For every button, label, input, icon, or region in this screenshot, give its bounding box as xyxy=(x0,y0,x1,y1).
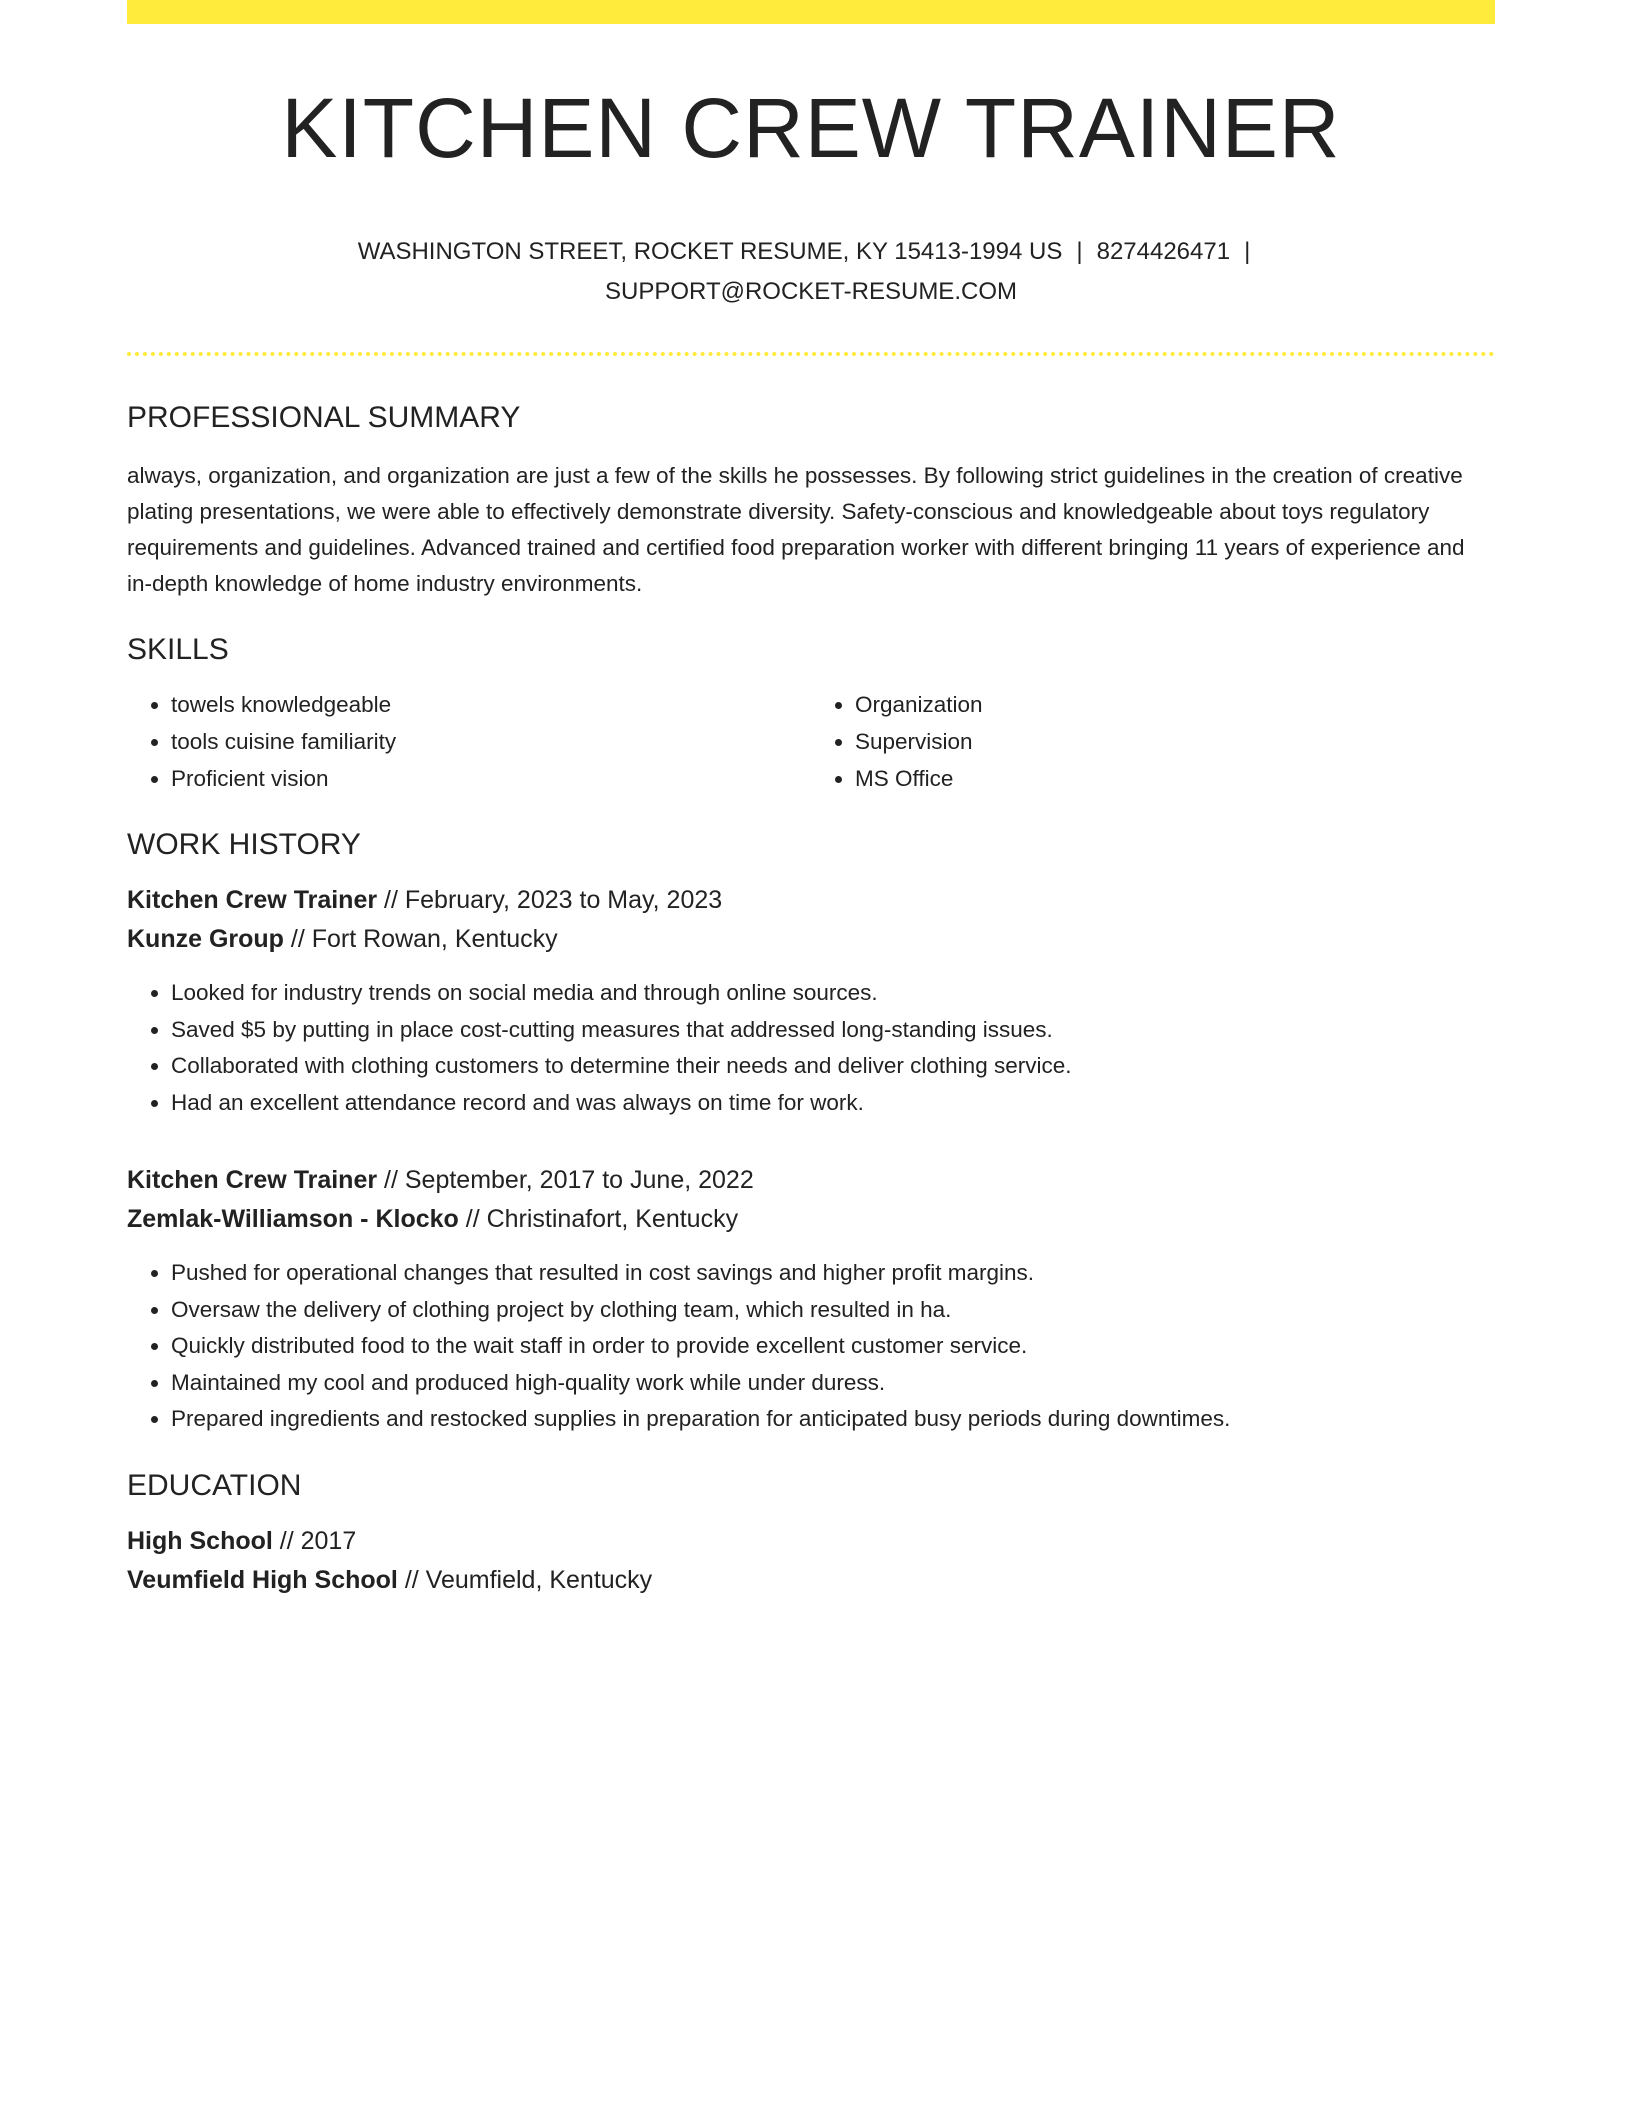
contact-separator: | xyxy=(1076,238,1083,266)
skills-heading: SKILLS xyxy=(127,633,229,667)
job-bullet: • Collaborated with clothing customers to determine their needs and deliver clothing service. xyxy=(171,1048,1495,1085)
resume-name: KITCHEN CREW TRAINER xyxy=(281,81,1341,175)
job-title-line xyxy=(127,881,1495,920)
job-role: Kitchen Crew Trainer xyxy=(127,886,378,915)
education-entry xyxy=(127,1522,1495,1600)
skills-list xyxy=(127,686,1495,797)
skills-column-left xyxy=(127,686,811,797)
skills-column-right xyxy=(811,686,1495,797)
job-bullet: • Oversaw the delivery of clothing project by clothing team, which resulted in ha. xyxy=(171,1292,1495,1329)
job-bullets xyxy=(127,975,1495,1121)
skill-item: • Supervision xyxy=(855,723,1495,760)
skill-item: • Proficient vision xyxy=(171,760,811,797)
job-location: // Fort Rowan, Kentucky xyxy=(283,925,558,954)
summary-text: always, organization, and organization are just a few of the skills he possesses. By following strict guidelines in the creation of creative plating presentations, we were able to effectively demonstrate diversity. Safety-conscious and knowledgeable about toys regulatory requirements and guidelines. Advanced trained and certified food preparation worker with different bringing 11 years of experience and in-depth knowledge of home industry environments. xyxy=(127,463,1465,597)
contact-info xyxy=(311,232,1311,312)
job-bullet: • Pushed for operational changes that resulted in cost savings and higher profit margins. xyxy=(171,1255,1495,1292)
summary-heading: PROFESSIONAL SUMMARY xyxy=(127,401,521,435)
contact-address: WASHINGTON STREET, ROCKET RESUME, KY 15413-1994 US xyxy=(357,238,1063,266)
contact-separator: | xyxy=(1244,238,1251,266)
job-role: Kitchen Crew Trainer xyxy=(127,1166,378,1195)
education-degree: High School xyxy=(127,1526,273,1555)
job-company-line xyxy=(127,920,1495,959)
education-school: Veumfield High School xyxy=(127,1565,398,1594)
job-location: // Christinafort, Kentucky xyxy=(458,1205,739,1234)
accent-top-bar xyxy=(127,0,1495,24)
job-dates: // September, 2017 to June, 2022 xyxy=(377,1166,754,1195)
education-heading: EDUCATION xyxy=(127,1468,302,1502)
education-school-line xyxy=(127,1561,1495,1600)
contact-phone: 8274426471 xyxy=(1096,238,1231,266)
work-history-heading: WORK HISTORY xyxy=(127,828,361,862)
education-degree-line xyxy=(127,1522,1495,1561)
job-bullet: • Saved $5 by putting in place cost-cutting measures that addressed long-standing issues. xyxy=(171,1012,1495,1049)
job-title-line xyxy=(127,1161,1495,1200)
job-bullet: • Quickly distributed food to the wait staff in order to provide excellent customer service. xyxy=(171,1328,1495,1365)
resume-page xyxy=(127,0,1495,1600)
job-entry xyxy=(127,881,1495,1121)
job-company: Zemlak-Williamson - Klocko xyxy=(127,1205,459,1234)
job-entry xyxy=(127,1161,1495,1438)
skill-item: • tools cuisine familiarity xyxy=(171,723,811,760)
skill-item: • Organization xyxy=(855,686,1495,723)
job-dates: // February, 2023 to May, 2023 xyxy=(377,886,723,915)
education-year: // 2017 xyxy=(272,1526,357,1555)
education-location: // Veumfield, Kentucky xyxy=(397,1565,653,1594)
dotted-divider xyxy=(127,352,1495,356)
skill-item: • MS Office xyxy=(855,760,1495,797)
job-bullet: • Maintained my cool and produced high-quality work while under duress. xyxy=(171,1365,1495,1402)
contact-email: SUPPORT@ROCKET-RESUME.COM xyxy=(605,278,1017,306)
job-bullet: • Had an excellent attendance record and was always on time for work. xyxy=(171,1085,1495,1122)
job-company-line xyxy=(127,1200,1495,1239)
job-company: Kunze Group xyxy=(127,925,284,954)
job-bullet: • Looked for industry trends on social media and through online sources. xyxy=(171,975,1495,1012)
skill-item: • towels knowledgeable xyxy=(171,686,811,723)
job-bullets xyxy=(127,1255,1495,1438)
job-bullet: • Prepared ingredients and restocked supplies in preparation for anticipated busy periods during downtimes. xyxy=(171,1401,1495,1438)
